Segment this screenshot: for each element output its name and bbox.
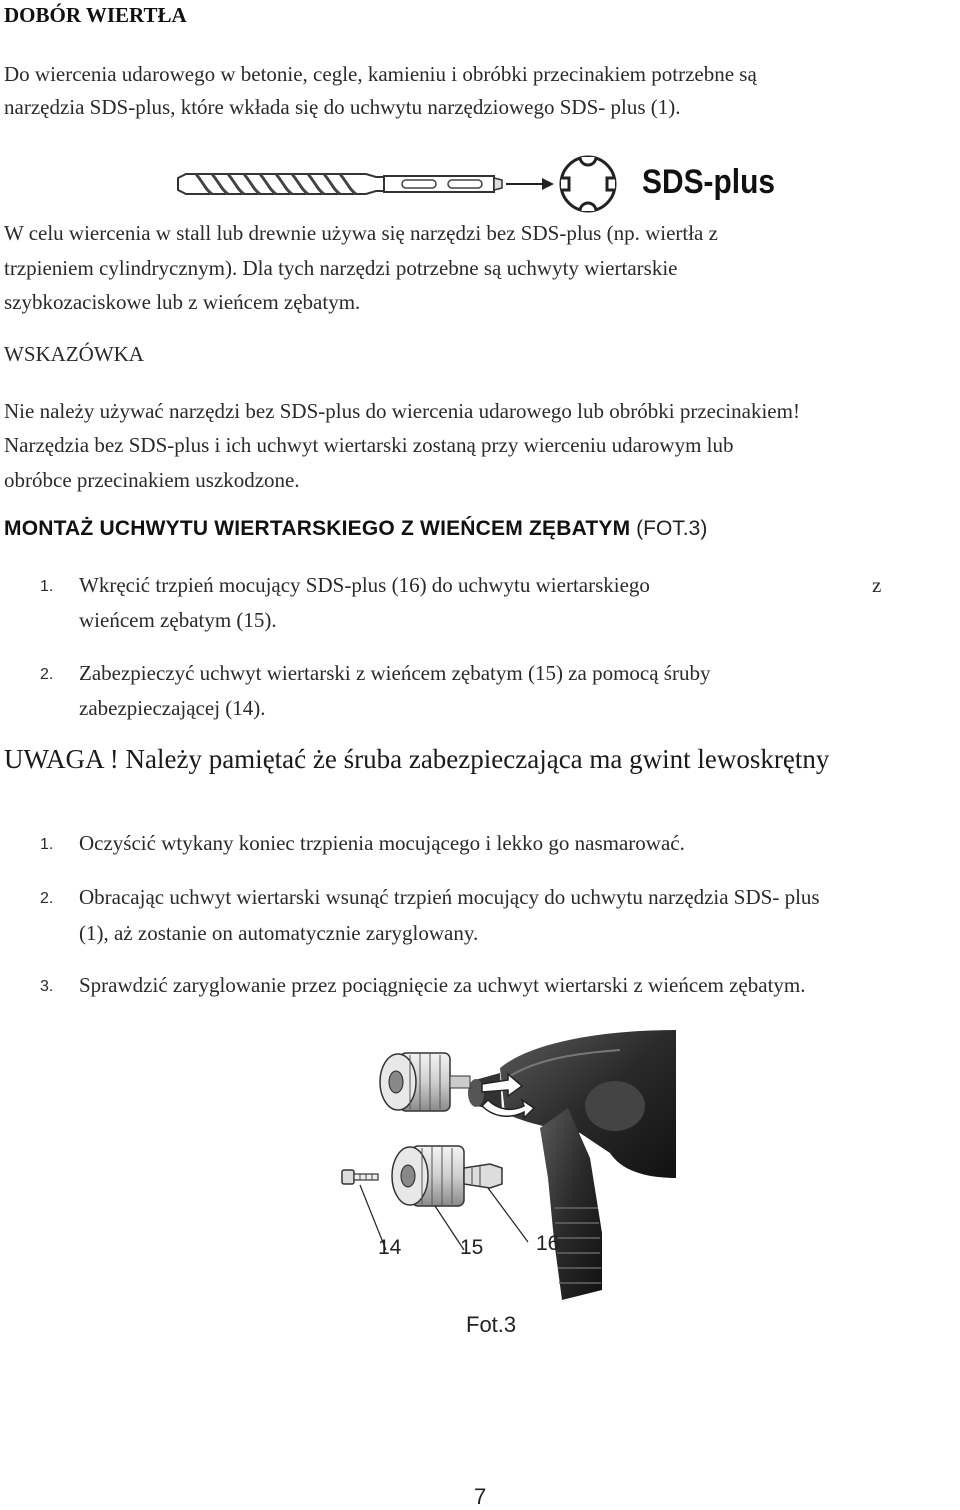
- step2-3-line-1: Sprawdzić zaryglowanie przez pociągnięcie za uchwyt wiertarski z wieńcem zębatym.: [79, 973, 806, 997]
- step2-1-line-1: Oczyścić wtykany koniec trzpienia mocującego i lekko go nasmarować.: [79, 831, 685, 855]
- warning-text: Należy pamiętać że śruba zabezpieczająca ma gwint lewoskrętny: [118, 744, 830, 774]
- hint-title: WSKAZÓWKA: [4, 342, 144, 366]
- warning-left-hand-thread: [4, 744, 829, 775]
- step-1-number: 1.: [40, 578, 54, 595]
- step2-2-line-2: (1), aż zostanie on automatycznie zaryglowany.: [79, 921, 479, 945]
- step-1-line-2: wieńcem zębatym (15).: [79, 608, 277, 632]
- arrow-right-icon: [506, 178, 554, 190]
- step2-3-number: 3.: [40, 978, 54, 995]
- chuck-lower-icon: [392, 1146, 502, 1206]
- callout-16: 16: [536, 1232, 560, 1255]
- screw-icon: [342, 1170, 378, 1184]
- callout-15: 15: [460, 1236, 484, 1259]
- paragraph-non-sds-line-3: szybkozaciskowe lub z wieńcem zębatym.: [4, 290, 361, 314]
- page-number: 7: [474, 1484, 487, 1509]
- sds-plus-label: SDS-plus: [642, 163, 775, 201]
- step-2-line-2: zabezpieczającej (14).: [79, 696, 266, 720]
- paragraph-sds-line-2: narzędzia SDS-plus, które wkłada się do uchwytu narzędziowego SDS- plus (1).: [4, 95, 681, 119]
- section-title-bold: MONTAŻ UCHWYTU WIERTARSKIEGO Z WIEŃCEM ZĘBATYM: [4, 517, 631, 540]
- step2-1-number: 1.: [40, 836, 54, 853]
- paragraph-sds-line-1: Do wiercenia udarowego w betonie, cegle, kamieniu i obróbki przecinakiem potrzebne są: [4, 62, 757, 86]
- sds-cross-section-icon: [561, 157, 615, 211]
- section-title-fig-ref: (FOT.3): [630, 517, 708, 540]
- step-2-line-1: Zabezpieczyć uchwyt wiertarski z wieńcem zębatym (15) za pomocą śruby: [79, 661, 711, 685]
- figure-caption: Fot.3: [466, 1312, 517, 1337]
- hint-line-3: obróbce przecinakiem uszkodzone.: [4, 468, 300, 492]
- chuck-upper-icon: [380, 1053, 470, 1111]
- hint-line-2: Narzędzia bez SDS-plus i ich uchwyt wiertarski zostaną przy wierceniu udarowym lub: [4, 433, 734, 457]
- paragraph-non-sds-line-1: W celu wiercenia w stall lub drewnie używa się narzędzi bez SDS-plus (np. wiertła z: [4, 221, 718, 245]
- drill-bit-icon: [178, 174, 502, 194]
- drill-body-icon: [468, 1030, 676, 1300]
- step-1-line-1: Wkręcić trzpień mocujący SDS-plus (16) do uchwytu wiertarskiego: [79, 573, 650, 597]
- section-title-drill-selection: DOBÓR WIERTŁA: [4, 3, 187, 27]
- section-title-chuck-mounting: [4, 517, 707, 541]
- hint-line-1: Nie należy używać narzędzi bez SDS-plus do wiercenia udarowego lub obróbki przecinakiem!: [4, 399, 800, 423]
- drill-chuck-assembly-figure: [340, 1028, 680, 1313]
- step2-2-line-1: Obracając uchwyt wiertarski wsunąć trzpień mocujący do uchwytu narzędzia SDS- plus: [79, 885, 820, 909]
- paragraph-non-sds-line-2: trzpieniem cylindrycznym). Dla tych narzędzi potrzebne są uchwyty wiertarskie: [4, 256, 678, 280]
- step-2-number: 2.: [40, 666, 54, 683]
- step2-2-number: 2.: [40, 890, 54, 907]
- warning-label: UWAGA !: [4, 744, 119, 774]
- callout-14: 14: [378, 1236, 402, 1259]
- step-1-line-1-end: z: [872, 573, 882, 597]
